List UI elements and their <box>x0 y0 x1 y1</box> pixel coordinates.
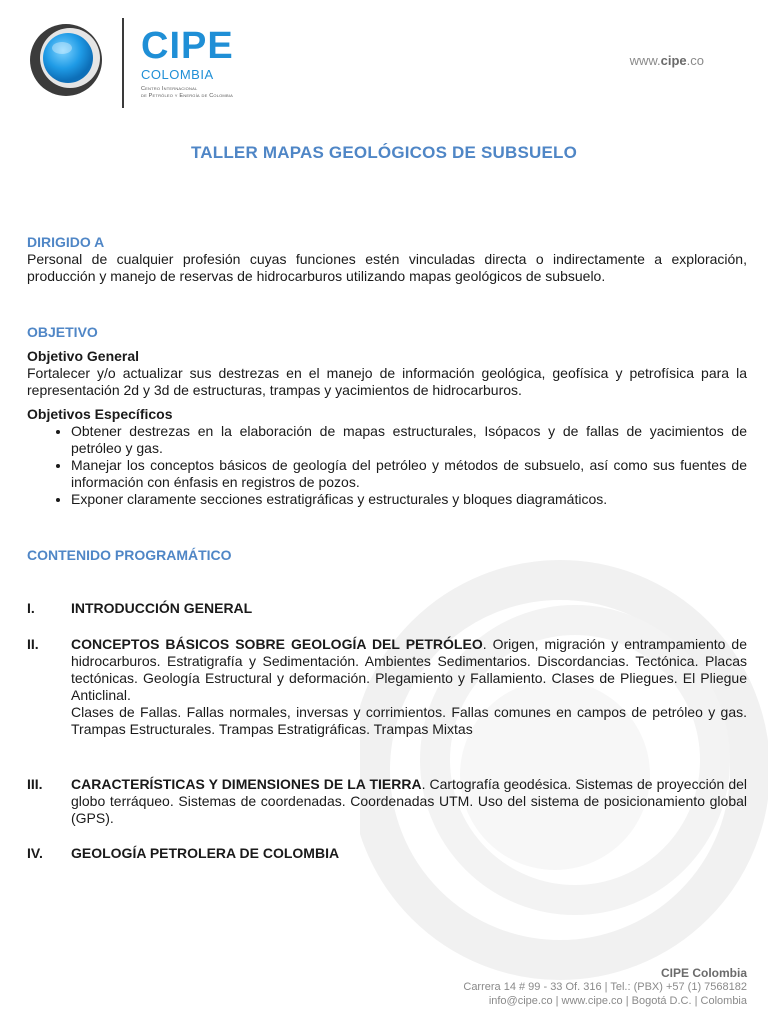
footer-address: Carrera 14 # 99 - 33 Of. 316 | Tel.: (PBX) +57 (1) 7568182 <box>463 981 747 993</box>
dirigido-text: Personal de cualquier profesión cuyas funciones estén vinculadas directa o indirectamente a exploración, producción y manejo de reservas de hidrocarburos utilizando mapas geológicos de subsuelo. <box>27 251 747 284</box>
logo-subtitle-line2: de Petróleo y Energía de Colombia <box>141 93 234 99</box>
item-text: . Origen, migración y entrampamiento de hidrocarburos. Estratigrafía y Sedimentación. Ambientes Sedimentarios. Discordancias. Tectónica. Placas tectónicas. Geología Estructural y deformación. Plegamiento y Fallamiento. Clases de Pliegues. El Pliegue Anticlinal. <box>71 636 747 703</box>
section-contenido-heading: CONTENIDO PROGRAMÁTICO <box>27 547 232 563</box>
list-item <box>27 600 747 617</box>
section-dirigido-heading: DIRIGIDO A <box>27 234 105 250</box>
objetivos-especificos-heading: Objetivos Específicos <box>27 406 173 422</box>
footer <box>463 966 747 1008</box>
list-item: • Manejar los conceptos básicos de geología del petróleo y métodos de subsuelo, así como sus fuentes de información con énfasis en registros de pozos. <box>71 457 747 491</box>
item-title: GEOLOGÍA PETROLERA DE COLOMBIA <box>71 845 340 861</box>
item-number: II. <box>27 636 39 652</box>
logo-divider <box>122 18 124 108</box>
website-domain: cipe <box>660 53 687 68</box>
item-number: IV. <box>27 845 43 861</box>
logo-name: CIPE <box>141 25 234 67</box>
item-text-continued: Clases de Fallas. Fallas normales, inversas y corrimientos. Fallas comunes en campos de petróleo y gas. Trampas Estructurales. Trampas Estratigráficas. Trampas Mixtas <box>71 704 747 737</box>
logo-subtitle-line1: Centro Internacional <box>141 86 198 92</box>
document-body <box>27 234 747 862</box>
contenido-list <box>27 600 747 862</box>
item-text: . Cartografía geodésica. Sistemas de proyección del globo terráqueo. Sistemas de coordenadas. Coordenadas UTM. Uso del sistema de posicionamiento global (GPS). <box>71 776 748 826</box>
website-url[interactable] <box>630 53 704 68</box>
list-item <box>27 636 747 738</box>
objetivo-general-heading: Objetivo General <box>27 348 140 364</box>
objetivos-especificos-list <box>27 423 747 508</box>
list-item <box>27 845 747 862</box>
section-objetivo-heading: OBJETIVO <box>27 324 98 340</box>
logo-country: COLOMBIA <box>141 67 214 82</box>
document-title: TALLER MAPAS GEOLÓGICOS DE SUBSUELO <box>190 143 578 162</box>
list-item: • Obtener destrezas en la elaboración de mapas estructurales, Isópacos y de fallas de yacimientos de petróleo y gas. <box>71 423 747 457</box>
logo-text <box>141 26 234 100</box>
item-number: I. <box>27 600 35 616</box>
globe-icon <box>28 22 104 98</box>
website-suffix: .co <box>686 53 704 68</box>
website-prefix: www. <box>629 53 661 68</box>
item-title: CONCEPTOS BÁSICOS SOBRE GEOLOGÍA DEL PETRÓLEO <box>71 636 483 652</box>
list-item <box>27 776 747 827</box>
item-title: INTRODUCCIÓN GENERAL <box>71 600 253 616</box>
footer-contact: info@cipe.co | www.cipe.co | Bogotá D.C. | Colombia <box>488 995 747 1007</box>
footer-company: CIPE Colombia <box>660 966 747 980</box>
item-number: III. <box>27 776 43 792</box>
list-item: • Exponer claramente secciones estratigráficas y estructurales y bloques diagramáticos. <box>71 491 747 508</box>
cipe-logo <box>28 18 268 113</box>
item-title: CARACTERÍSTICAS Y DIMENSIONES DE LA TIERRA <box>71 776 422 792</box>
objetivo-general-text: Fortalecer y/o actualizar sus destrezas en el manejo de información geológica, geofísica y petrofísica para la representación 2d y 3d de estructuras, trampas y yacimientos de hidrocarburos. <box>27 365 747 398</box>
logo-subtitle <box>141 86 234 100</box>
